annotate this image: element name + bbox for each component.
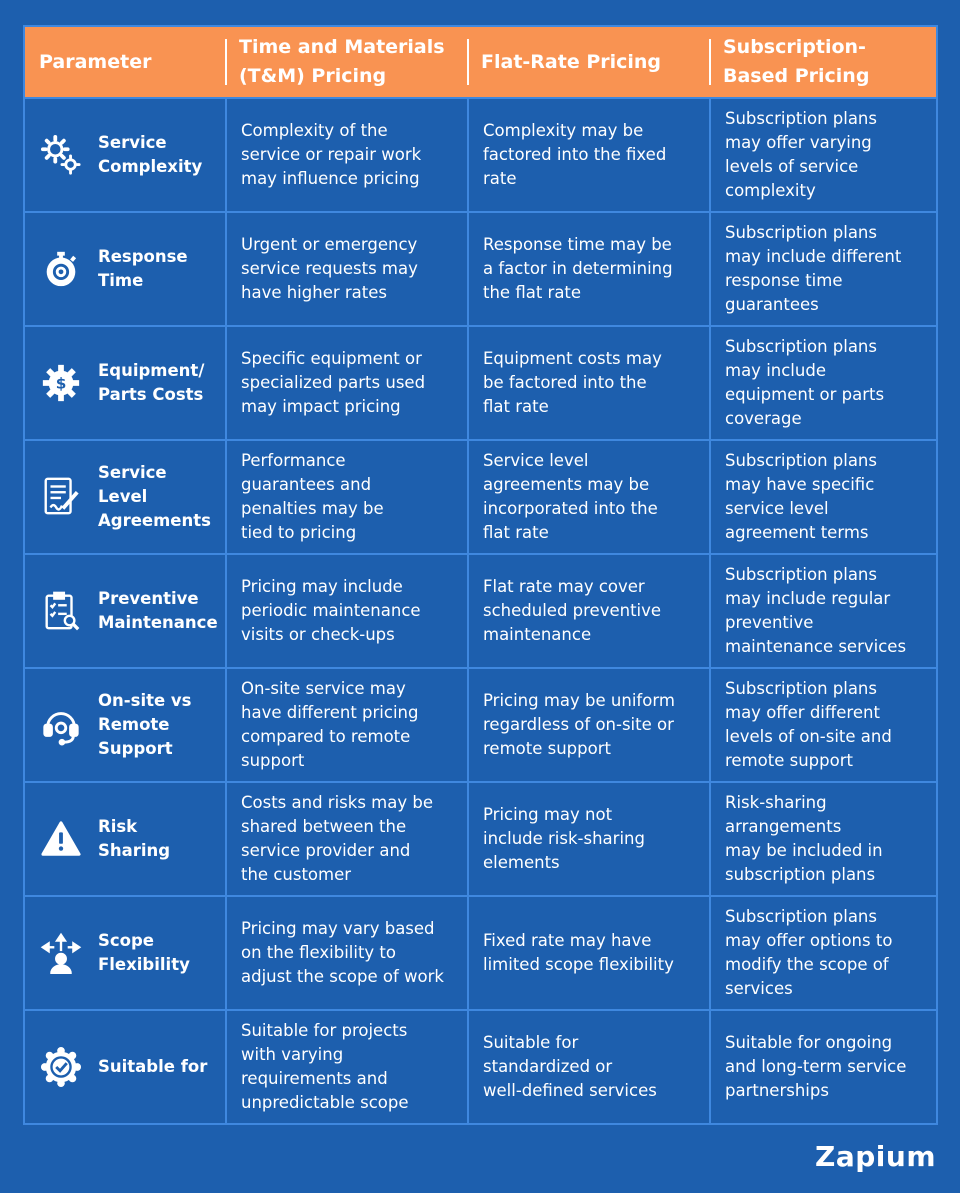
flat-cell: Complexity may be factored into the fixed rate bbox=[467, 99, 709, 211]
subscription-cell: Risk-sharing arrangements may be included in subscription plans bbox=[709, 783, 936, 895]
table-row bbox=[25, 781, 936, 895]
table-header bbox=[25, 27, 936, 97]
tm-cell: Complexity of the service or repair work may influence pricing bbox=[225, 99, 467, 211]
zapium-logo: Zapium bbox=[815, 1140, 936, 1173]
svg-text:$: $ bbox=[55, 374, 67, 393]
flat-cell: Equipment costs may be factored into the flat rate bbox=[467, 327, 709, 439]
subscription-cell: Subscription plans may offer varying levels of service complexity bbox=[709, 99, 936, 211]
subscription-cell: Suitable for ongoing and long-term service partnerships bbox=[709, 1011, 936, 1123]
param-cell bbox=[25, 555, 225, 667]
param-cell bbox=[25, 783, 225, 895]
subscription-cell: Subscription plans may include regular preventive maintenance services bbox=[709, 555, 936, 667]
stopwatch-icon bbox=[39, 247, 83, 291]
table-row bbox=[25, 1009, 936, 1123]
param-cell bbox=[25, 441, 225, 553]
table-row bbox=[25, 211, 936, 325]
header-flat-rate-pricing: Flat-Rate Pricing bbox=[467, 27, 709, 97]
contract-icon bbox=[39, 475, 83, 519]
tm-cell: Pricing may vary based on the flexibility to adjust the scope of work bbox=[225, 897, 467, 1009]
tm-cell: Urgent or emergency service requests may have higher rates bbox=[225, 213, 467, 325]
table-row bbox=[25, 667, 936, 781]
param-cell bbox=[25, 669, 225, 781]
table-row bbox=[25, 553, 936, 667]
flexibility-icon bbox=[39, 931, 83, 975]
header-parameter: Parameter bbox=[39, 50, 152, 73]
param-label: Service Level Agreements bbox=[98, 463, 211, 530]
flat-cell: Fixed rate may have limited scope flexibility bbox=[467, 897, 709, 1009]
badge-check-icon bbox=[39, 1045, 83, 1089]
tm-cell: On-site service may have different pricing compared to remote support bbox=[225, 669, 467, 781]
tm-cell: Suitable for projects with varying requirements and unpredictable scope bbox=[225, 1011, 467, 1123]
subscription-cell: Subscription plans may include equipment or parts coverage bbox=[709, 327, 936, 439]
flat-cell: Suitable for standardized or well-defined services bbox=[467, 1011, 709, 1123]
param-label: On-site vs Remote Support bbox=[98, 691, 192, 758]
param-label: Service Complexity bbox=[98, 133, 203, 176]
warning-icon bbox=[39, 817, 83, 861]
table-row bbox=[25, 439, 936, 553]
param-label: Preventive Maintenance bbox=[98, 589, 218, 632]
table-row bbox=[25, 97, 936, 211]
subscription-cell: Subscription plans may include different response time guarantees bbox=[709, 213, 936, 325]
headset-icon bbox=[39, 703, 83, 747]
tm-cell: Performance guarantees and penalties may be tied to pricing bbox=[225, 441, 467, 553]
flat-cell: Pricing may be uniform regardless of on-site or remote support bbox=[467, 669, 709, 781]
flat-cell: Flat rate may cover scheduled preventive maintenance bbox=[467, 555, 709, 667]
tm-cell: Costs and risks may be shared between the service provider and the customer bbox=[225, 783, 467, 895]
flat-cell: Response time may be a factor in determining the flat rate bbox=[467, 213, 709, 325]
tm-cell: Specific equipment or specialized parts used may impact pricing bbox=[225, 327, 467, 439]
header-subscription-pricing: Subscription- Based Pricing bbox=[709, 27, 936, 97]
param-label: Risk Sharing bbox=[98, 817, 171, 860]
param-cell bbox=[25, 897, 225, 1009]
table-row bbox=[25, 325, 936, 439]
checklist-icon bbox=[39, 589, 83, 633]
param-label: Response Time bbox=[98, 247, 188, 290]
pricing-comparison-table bbox=[23, 25, 938, 1125]
flat-cell: Service level agreements may be incorporated into the flat rate bbox=[467, 441, 709, 553]
subscription-cell: Subscription plans may have specific service level agreement terms bbox=[709, 441, 936, 553]
param-cell bbox=[25, 327, 225, 439]
flat-cell: Pricing may not include risk-sharing elements bbox=[467, 783, 709, 895]
param-label: Scope Flexibility bbox=[98, 931, 190, 974]
param-cell bbox=[25, 213, 225, 325]
param-cell bbox=[25, 99, 225, 211]
table-row bbox=[25, 895, 936, 1009]
subscription-cell: Subscription plans may offer different levels of on-site and remote support bbox=[709, 669, 936, 781]
header-tm-pricing: Time and Materials (T&M) Pricing bbox=[225, 27, 467, 97]
param-label: Equipment/ Parts Costs bbox=[98, 361, 205, 404]
param-cell bbox=[25, 1011, 225, 1123]
param-label: Suitable for bbox=[98, 1057, 208, 1076]
cost-gear-icon bbox=[39, 361, 83, 405]
gears-icon bbox=[39, 133, 83, 177]
tm-cell: Pricing may include periodic maintenance visits or check-ups bbox=[225, 555, 467, 667]
subscription-cell: Subscription plans may offer options to modify the scope of services bbox=[709, 897, 936, 1009]
